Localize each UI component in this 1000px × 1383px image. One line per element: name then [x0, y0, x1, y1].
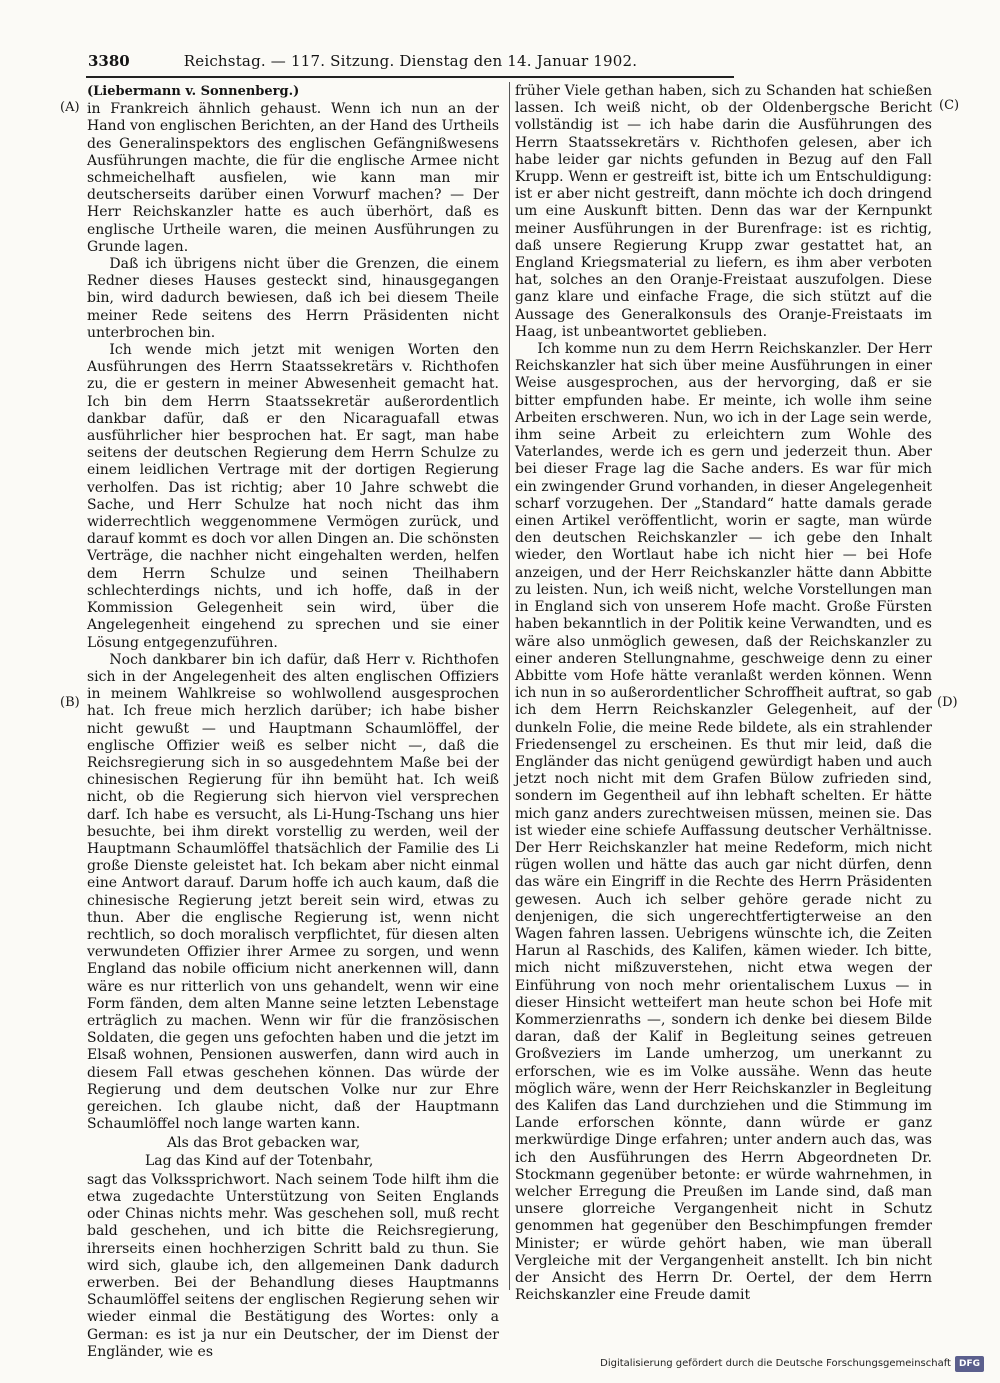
margin-marker-a: (A) — [60, 100, 80, 115]
proverb-verse — [87, 1135, 499, 1169]
page-number: 3380 — [88, 52, 130, 70]
verse-line: Lag das Kind auf der Totenbahr, — [145, 1152, 374, 1169]
margin-marker-d: (D) — [937, 695, 958, 710]
speaker-name: (Liebermann v. Sonnenberg.) — [87, 84, 300, 99]
paragraph: Ich komme nun zu dem Herrn Reichskanzler. Der Herr Reichskanzler hat sich über meine Ausführungen in einer Weise ausgesprochen, aus der hervorging, daß er sie bitter empfunden habe. Er meinte, ich wolle ihm seine Arbeiten erschweren. Nun, wo ich in der Lage sein werde, ihm seine Arbeit zu erleichtern zum Wohle des Vaterlandes, werde ich es gern und jederzeit thun. Aber bei dieser Frage lag die Sache anders. Es war für mich ein zwingender Grund vorhanden, in dieser Angelegenheit scharf vorzugehen. Der „Standard“ hatte damals gerade einen Artikel veröffentlicht, worin er sagte, man würde den deutschen Reichskanzler — ich gebe den Inhalt wieder, den Wortlaut habe ich nicht hier — bei Hofe anzeigen, und der Herr Reichskanzler hätte dann Abbitte zu leisten. Nun, ich weiß nicht, welche Vorstellungen man in England sich von unserem Hofe macht. Große Fürsten haben bekanntlich in der Politik keine Verwandten, und es wäre also unmöglich gewesen, daß der Reichskanzler zu einer anderen Stellungnahme, geschweige denn zu einer Abbitte vom Hofe hätte veranlaßt werden können. Wenn ich nun in so außerordentlicher Schroffheit auftrat, so gab ich dem Herrn Reichskanzler Gelegenheit, auf der dunkeln Folie, die meine Rede bildete, als ein strahlender Friedensengel zu erscheinen. Es thut mir leid, daß die Engländer das nicht genügend gewürdigt haben und auch jetzt noch nicht mit dem Grafen Bülow zufrieden sind, sondern im Gegentheil auf ihn lebhaft schelten. Er hätte mich ganz anders zurechtweisen müssen, meinen sie. Das ist wieder eine schiefe Auffassung deutscher Verhältnisse. Der Herr Reichskanzler hat meine Redeform, mich nicht rügen wollen und hätte das auch gar nicht dürfen, denn das wäre ein Eingriff in die Rechte des Herrn Präsidenten gewesen. Auch ich selber gehöre gerade nicht zu denjenigen, die sich ungerechtfertigterweise an den Wagen fahren lassen. Uebrigens wünschte ich, die Zeiten Harun al Raschids, des Kalifen, kämen wieder. Ich bitte, mich nicht mißzuverstehen, nicht etwa wegen der Einführung von noch mehr orientalischem Luxus — in dieser Hinsicht wetteifert man heute schon bei Hofe mit Kommerzienraths —, sondern ich denke bei diesem Bilde daran, daß der Kalif in Begleitung seines getreuen Großveziers im Lande umherzog, um unerkannt zu erforschen, wie es im Volke aussähe. Wenn das heute möglich wäre, wenn der Herr Reichskanzler in Begleitung des Kalifen das Land durchziehen und die Stimmung im Lande erforschen könnte, dann würde er ganz merkwürdige Dinge erfahren; unter andern auch das, was ich den Ausführungen des Herrn Abgeordneten Dr. Stockmann gegenüber betonte: er würde wahrnehmen, in welcher Erregung die Preußen im Lande sind, daß man unsere glorreiche Vergangenheit nicht in Schutz genommen hat gegenüber den Beschimpfungen fremder Minister; er würde gehört haben, wie man überall Vergleiche mit der Vergangenheit anstellt. Ich bin nicht der Ansicht des Herrn Dr. Oertel, der dem Herrn Reichskanzler eine Freude damit — [515, 341, 932, 1304]
paragraph: sagt das Volkssprichwort. Nach seinem Tode hilft ihm die etwa zugedachte Unterstützung von Seiten Englands oder Chinas nichts mehr. Was geschehen soll, muß recht bald geschehen, und ich bitte die Reichsregierung, ihrerseits einen hochherzigen Schritt bald zu thun. Sie wird sich, glaube ich, den allgemeinen Dank dadurch erwerben. Bei der Behandlung dieses Hauptmanns Schaumlöffel seitens der englischen Regierung sehen wir wieder einmal die Bestätigung des Wortes: only a German: es ist ja nur ein Deutscher, der im Dienst der Engländer, wie es — [87, 1171, 499, 1360]
paragraph: Ich wende mich jetzt mit wenigen Worten den Ausführungen des Herrn Staatssekretärs v. Richthofen zu, die er gestern in meiner Abwesenheit gemacht hat. Ich bin dem Herrn Staatssekretär außerordentlich dankbar dafür, daß er den Nicaraguafall etwas ausführlicher hier besprochen hat. Er sagt, man habe seitens der deutschen Regierung dem Herrn Schulze zu einem leidlichen Vertrage mit der dortigen Regierung verholfen. Das ist richtig; aber 10 Jahre schwebt die Sache, und Herr Schulze hat noch nicht das ihm widerrechtlich weggenommene Vermögen zurück, und darauf kommt es doch vor allen Dingen an. Die schönsten Verträge, die nachher nicht eingehalten werden, helfen dem Herrn Schulze und seinen Theilhabern schlechterdings nichts, und ich hoffe, daß in der Kommission Gelegenheit sein wird, über die Angelegenheit eingehend zu sprechen und sie einer Lösung entgegenzuführen. — [87, 342, 499, 651]
page-title: Reichstag. — 117. Sitzung. Dienstag den 14. Januar 1902. — [183, 52, 638, 70]
right-column — [515, 83, 932, 1304]
paragraph: früher Viele gethan haben, sich zu Schanden hat schießen lassen. Ich weiß nicht, ob der Oldenbergsche Bericht vollständig ist — ich habe darin die Ausführungen des Herrn Staatssekretärs v. Richthofen gelesen, aber ich habe leider gar nichts gefunden in Bezug auf den Fall Krupp. Wenn er gestreift ist, bitte ich um Entschuldigung: ist er aber nicht gestreift, dann möchte ich doch dringend um eine Auskunft bitten. Denn das war der Kernpunkt meiner Ausführungen in der Burenfrage: ist es richtig, daß unsere Regierung Krupp zwar gestattet hat, an England Kriegsmaterial zu liefern, es ihm aber verboten hat, solches an den Oranje-Freistaat auszufolgen. Diese ganz klare und einfache Frage, die sich stützt auf die Aussage des Generalkonsuls des Oranje-Freistaats im Haag, ist unbeantwortet geblieben. — [515, 83, 932, 340]
page-header — [88, 48, 733, 74]
paragraph: Noch dankbarer bin ich dafür, daß Herr v. Richthofen sich in der Angelegenheit des alten englischen Offiziers in meinem Wahlkreise so wohlwollend ausgesprochen hat. Ich freue mich herzlich darüber; ich habe bisher nicht gewußt — und Hauptmann Schaumlöffel, der englische Offizier weiß es selber nicht —, daß die Reichsregierung sich in so ausgedehntem Maße bei der chinesischen Regierung für ihn bemüht hat. Ich weiß nicht, ob die Regierung sich hiervon viel versprechen darf. Ich habe es versucht, als Li-Hung-Tschang uns hier besuchte, bei ihm direkt vorstellig zu werden, weil der Hauptmann Schaumlöffel thatsächlich der Familie des Li große Dienste geleistet hat. Ich bekam aber nicht einmal eine Antwort darauf. Darum hoffe ich auch kaum, daß die chinesische Regierung jetzt bereit sein wird, etwas zu thun. Aber die englische Regierung ist, wenn nicht rechtlich, so doch moralisch verpflichtet, für diesen alten verwundeten Offizier ihrer Armee zu sorgen, und wenn England das nobile officium nicht anerkennen will, dann wäre es nur ritterlich von uns gehandelt, wenn wir eine Form fänden, dem alten Manne seine letzten Lebenstage erträglich zu machen. Wenn wir für die französischen Soldaten, die gegen uns gefochten haben und die jetzt im Elsaß wohnen, Pensionen auswerfen, dann wird auch in diesem Fall etwas geschehen können. Das würde der Regierung und dem deutschen Volke nur zur Ehre gereichen. Ich glaube nicht, daß der Hauptmann Schaumlöffel noch lange warten kann. — [87, 651, 499, 1133]
left-column — [87, 83, 499, 1361]
verse-line: Als das Brot gebacken war, — [167, 1135, 361, 1152]
column-divider — [509, 82, 510, 1290]
dfg-logo: DFG — [955, 1356, 984, 1372]
margin-marker-b: (B) — [60, 695, 80, 710]
header-rule — [86, 76, 734, 78]
footer-text: Digitalisierung gefördert durch die Deutsche Forschungsgemeinschaft — [600, 1358, 951, 1369]
paragraph: Daß ich übrigens nicht über die Grenzen, die einem Redner dieses Hauses gesteckt sind, hinausgegangen bin, wird dadurch bewiesen, daß ich bei diesem Theile meiner Rede seitens des Herrn Präsidenten nicht unterbrochen bin. — [87, 256, 499, 341]
footer-credit — [600, 1355, 984, 1373]
paragraph: in Frankreich ähnlich gehaust. Wenn ich nun an der Hand von englischen Berichten, an der Hand des Urtheils des Generalinspektors des englischen Gefängnißwesens Ausführungen machte, die für die englische Armee nicht schmeichelhaft ausfielen, wie kann man mir deutscherseits darüber einen Vorwurf machen? — Der Herr Reichskanzler hatte es auch überhört, daß es englische Urtheile waren, die meinen Ausführungen zu Grunde lagen. — [87, 101, 499, 255]
margin-marker-c: (C) — [939, 98, 960, 113]
